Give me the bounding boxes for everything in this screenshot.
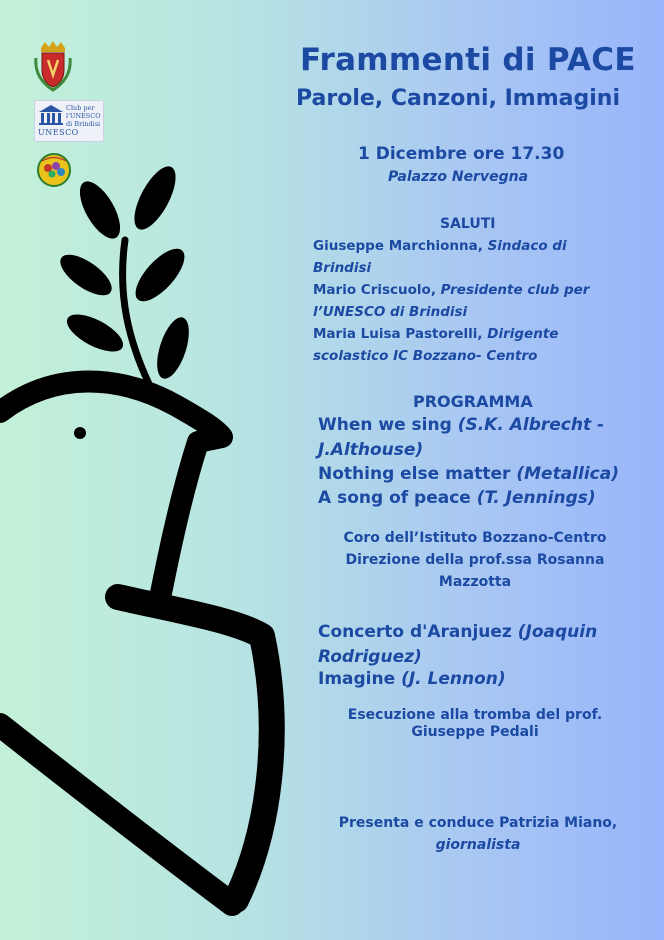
host-role: giornalista bbox=[435, 837, 521, 853]
trumpet-line: Giuseppe Pedali bbox=[411, 724, 539, 740]
unesco-logo-line: Club per bbox=[66, 104, 95, 112]
trumpet-credit bbox=[330, 707, 620, 741]
olive-leaf bbox=[128, 241, 193, 309]
olive-leaf bbox=[72, 175, 128, 244]
greeter-role: Dirigente scolastico IC Bozzano- Centro bbox=[313, 326, 559, 364]
greeter-role: Sindaco di Brindisi bbox=[313, 238, 567, 276]
song-author: (Joaquin bbox=[517, 622, 598, 642]
dove-tail bbox=[0, 725, 232, 904]
song-title: Concerto d'Aranjuez bbox=[318, 622, 512, 642]
olive-leaf bbox=[54, 247, 118, 303]
host-name: Presenta e conduce Patrizia Miano, bbox=[338, 815, 618, 831]
song-item bbox=[318, 669, 506, 689]
unesco-logo-line: l'UNESCO bbox=[66, 112, 101, 120]
greeter-name: Mario Criscuolo, bbox=[313, 282, 436, 298]
saluti-item bbox=[313, 235, 613, 279]
olive-leaf bbox=[151, 314, 196, 383]
choir-credit bbox=[330, 527, 620, 593]
choir-line: Mazzotta bbox=[438, 574, 512, 590]
choir-line: Coro dell’Istituto Bozzano-Centro bbox=[343, 530, 607, 546]
event-venue: Palazzo Nervegna bbox=[388, 169, 529, 185]
song-author: (Metallica) bbox=[516, 464, 619, 484]
saluti-item bbox=[313, 323, 613, 367]
song-author-continued: J.Althouse) bbox=[318, 440, 424, 460]
song-item bbox=[318, 488, 596, 508]
dove-eye bbox=[74, 427, 86, 439]
unesco-temple-icon bbox=[38, 104, 64, 126]
song-author-continued: Rodriguez) bbox=[318, 647, 422, 667]
song-item bbox=[318, 464, 619, 484]
poster-title: Frammenti di PACE bbox=[300, 42, 636, 78]
saluti-heading: SALUTI bbox=[440, 216, 496, 232]
trumpet-line: Esecuzione alla tromba del prof. bbox=[347, 707, 603, 723]
olive-leaf bbox=[62, 307, 129, 359]
host-credit bbox=[328, 812, 628, 856]
song-author: (S.K. Albrecht - bbox=[457, 415, 605, 435]
choir-line: Direzione della prof.ssa Rosanna bbox=[345, 552, 605, 568]
greeter-role: Presidente club per l’UNESCO di Brindisi bbox=[313, 282, 590, 320]
greeter-name: Giuseppe Marchionna, bbox=[313, 238, 483, 254]
song-item bbox=[318, 622, 597, 642]
song-title: When we sing bbox=[318, 415, 452, 435]
brindisi-coat-of-arms-logo bbox=[34, 40, 72, 92]
song-author: (T. Jennings) bbox=[476, 488, 596, 508]
dove-body-outline bbox=[0, 381, 222, 598]
song-author: (J. Lennon) bbox=[401, 669, 506, 689]
unesco-logo-line: di Brindisi bbox=[66, 120, 101, 128]
song-item bbox=[318, 415, 604, 435]
poster-subtitle: Parole, Canzoni, Immagini bbox=[296, 86, 620, 111]
programma-heading: PROGRAMMA bbox=[413, 392, 533, 411]
saluti-item bbox=[313, 279, 613, 323]
olive-leaf bbox=[126, 161, 184, 236]
unesco-club-logo bbox=[34, 100, 104, 142]
song-title: Nothing else matter bbox=[318, 464, 511, 484]
dove-wing bbox=[118, 597, 272, 900]
event-date-time: 1 Dicembre ore 17.30 bbox=[358, 144, 565, 164]
unesco-logo-word: UNESCO bbox=[38, 128, 79, 137]
school-bozzano-centro-logo bbox=[34, 152, 74, 188]
greeter-name: Maria Luisa Pastorelli, bbox=[313, 326, 483, 342]
song-title: A song of peace bbox=[318, 488, 471, 508]
song-title: Imagine bbox=[318, 669, 396, 689]
